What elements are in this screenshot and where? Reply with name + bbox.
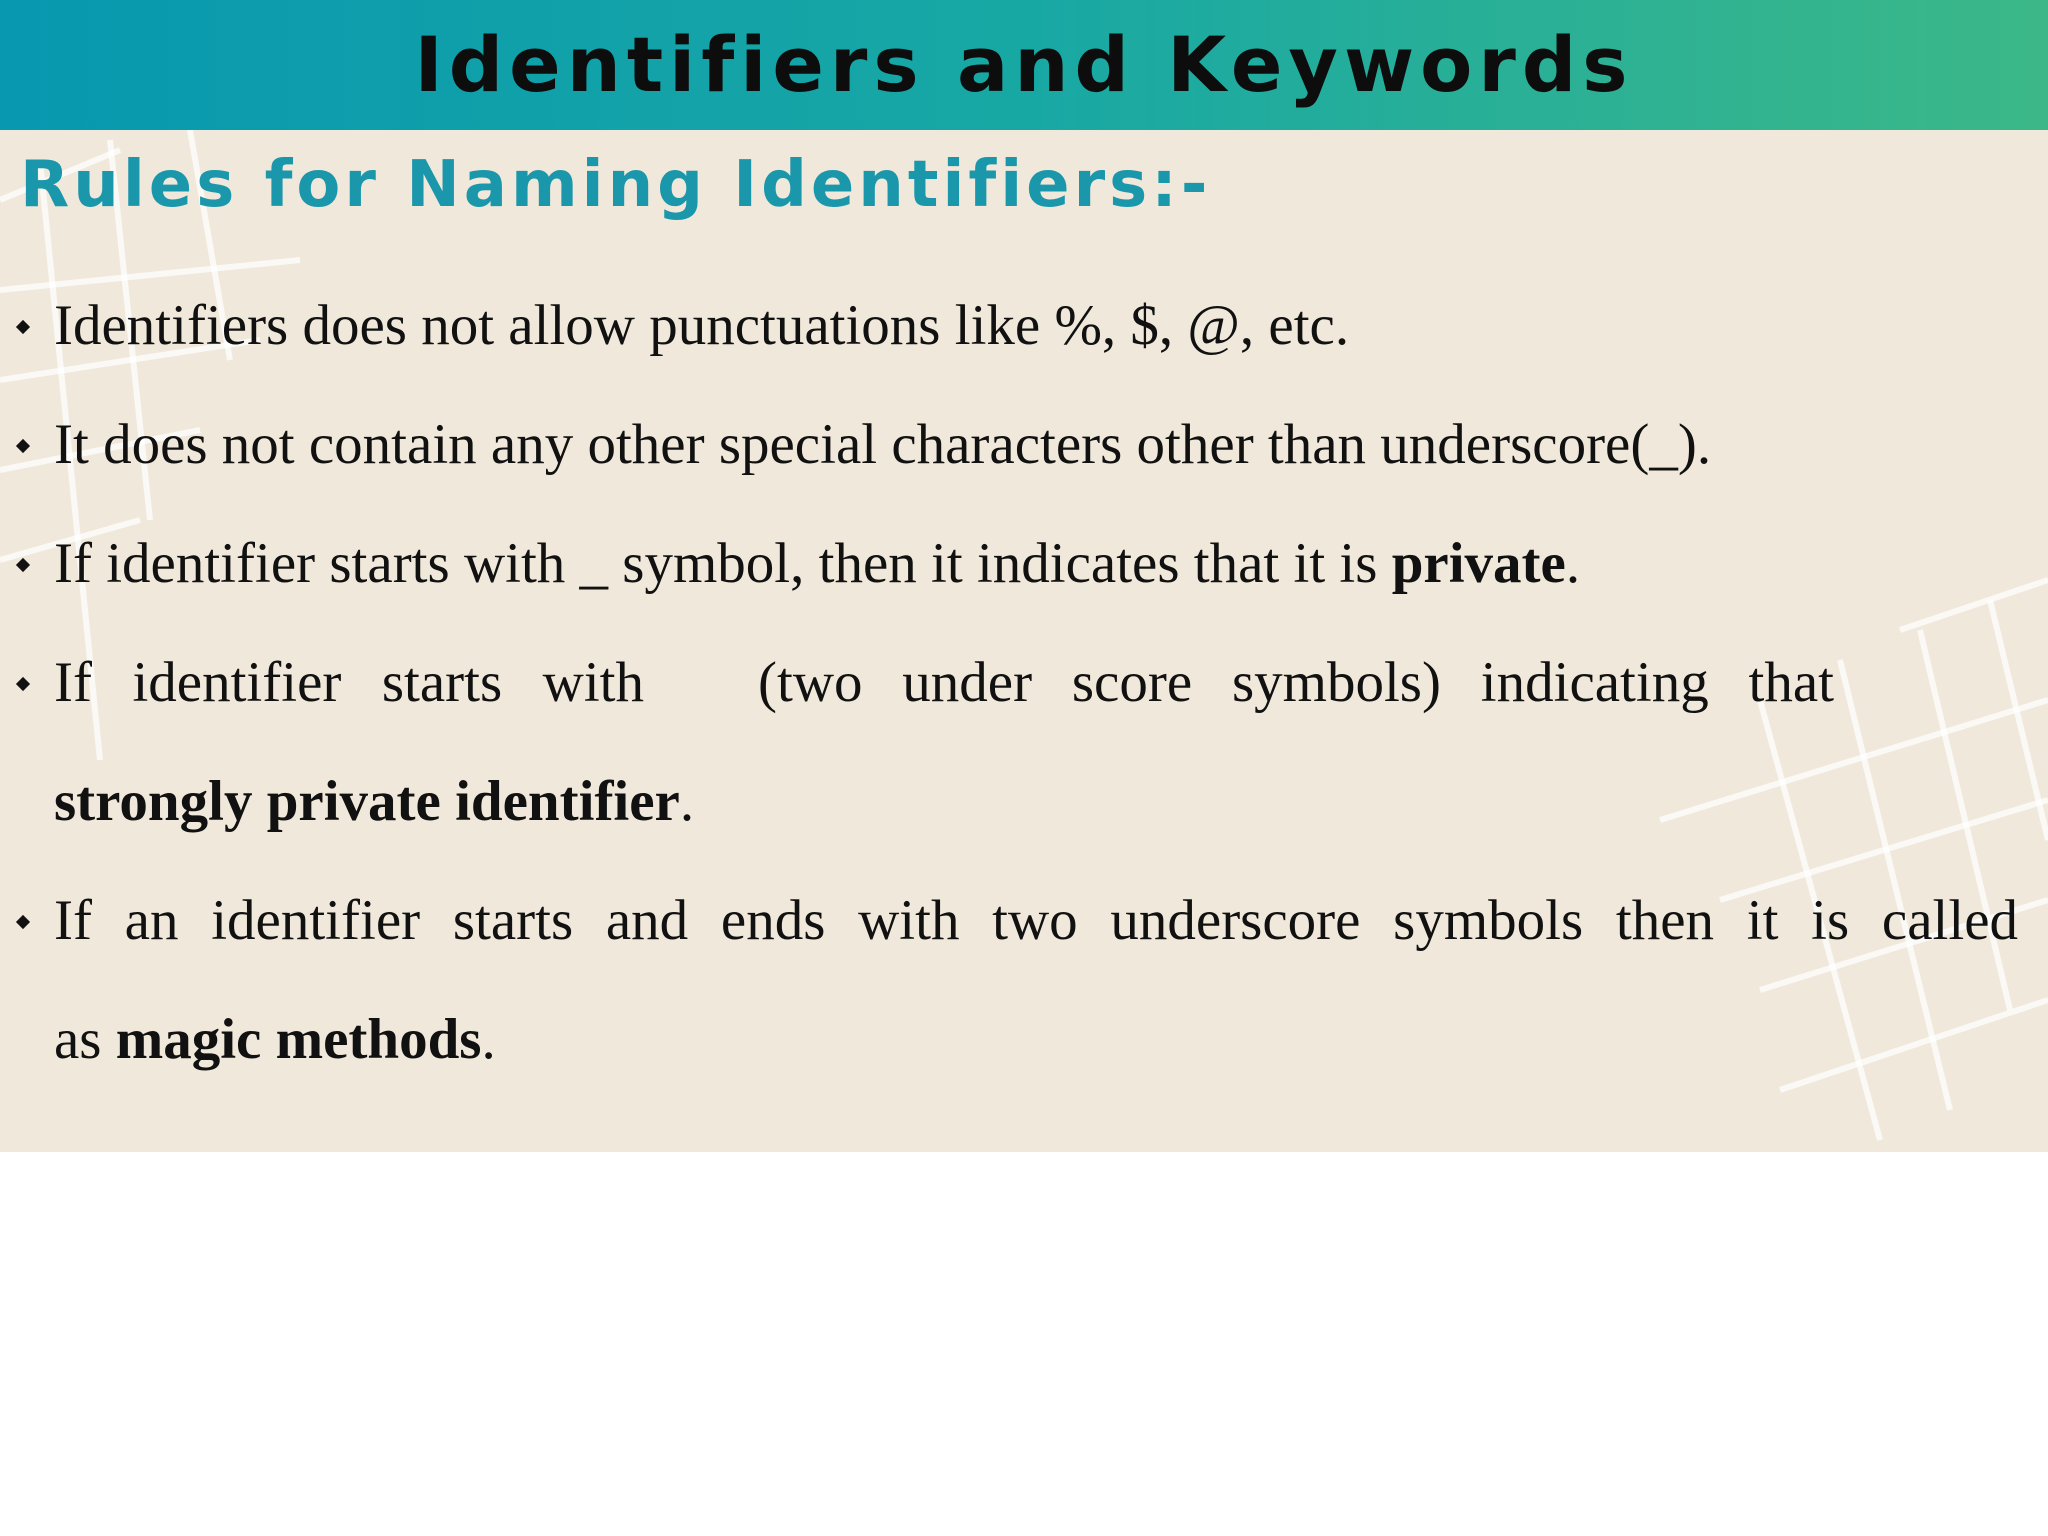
bullet-text-post: . [679, 770, 695, 833]
bullet-line-1: If an identifier starts and ends with two underscore symbols then it is called [54, 889, 2018, 952]
bullet-text-bold: strongly private identifier [54, 770, 680, 833]
bullet-text-post: . [481, 1008, 496, 1071]
bullet-text-part-a: If identifier starts with [54, 651, 644, 714]
bullet-line-2 [54, 762, 694, 842]
bullet-text-bold: magic methods [115, 1008, 482, 1071]
section-heading: Rules for Naming Identifiers:- [20, 148, 1212, 222]
bullet-text-pre: as [54, 1008, 116, 1071]
bullet-text: Identifiers does not allow punctuations like %, $, @, etc. [54, 294, 1350, 357]
slide-title: Identifiers and Keywords [414, 20, 1634, 109]
bullet-text-post: . [1565, 532, 1581, 595]
bullet-text [54, 524, 1580, 604]
bullet-line-1 [54, 643, 1834, 723]
bullet-line-2 [54, 1000, 496, 1080]
bullet-text-part-b: (two under score symbols) indicating that [758, 651, 1834, 714]
bullet-text: It does not contain any other special characters other than underscore(_). [54, 413, 1712, 476]
bullet-text-pre: If identifier starts with _ symbol, then it indicates that it is [54, 532, 1392, 595]
bullet-text-bold: private [1391, 532, 1566, 595]
